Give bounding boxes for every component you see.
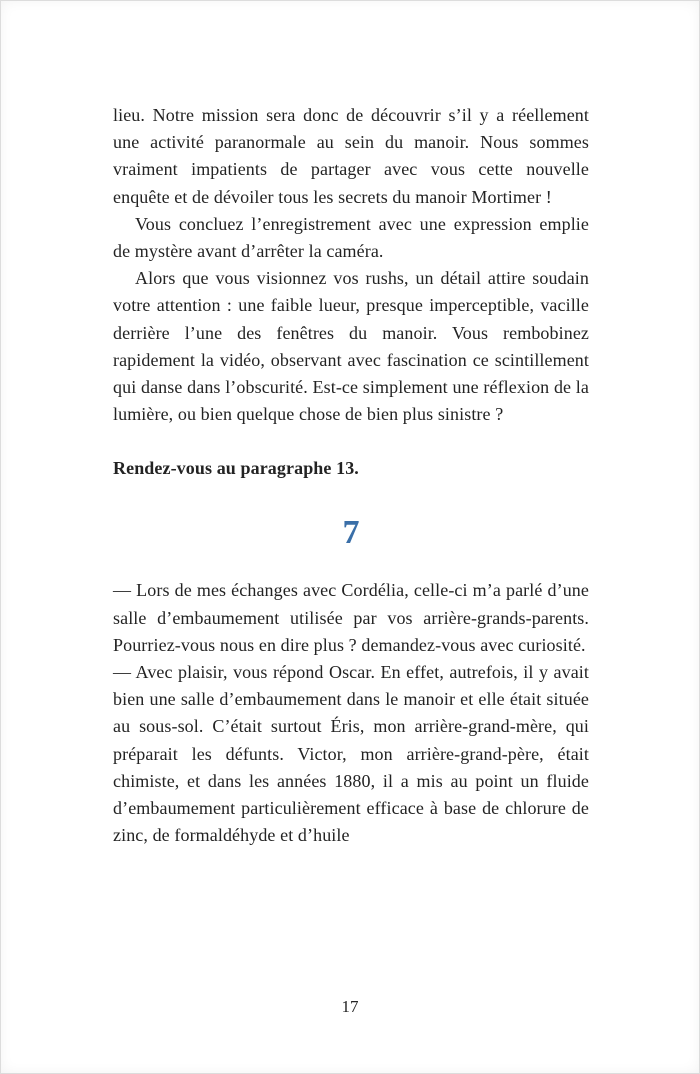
goto-paragraph-line: Rendez-vous au paragraphe 13. <box>113 458 359 479</box>
page-number: 17 <box>341 997 359 1016</box>
paragraph-dialogue: — Avec plaisir, vous répond Oscar. En effet, autrefois, il y avait bien une salle d’embaumement dans le manoir et elle était située au sous-sol. C’était surtout Éris, mon arrière-grand-mère, qui préparait les défunts. Victor, mon arrière-grand-père, était chimiste, et dans les années 1880, il a mis au point un fluide d’embaumement particulièrement efficace à base de chlorure de zinc, de formaldéhyde et d’huile <box>113 662 589 846</box>
paragraph: Alors que vous visionnez vos rushs, un détail attire soudain votre attention : une faible lueur, presque imperceptible, vacille derrière l’une des fenêtres du manoir. Vous rembobinez rapidement la vidéo, observant avec fascination ce scintillement qui danse dans l’obscurité. Est-ce simplement une réflexion de la lumière, ou bien quelque chose de bien plus sinistre ? <box>113 268 589 425</box>
paragraph-continuation: lieu. Notre mission sera donc de découvrir s’il y a réellement une activité paranormale au sein du manoir. Nous sommes vraiment impatients de partager avec vous cette nouvelle enquête et de dévoiler tous les secrets du manoir Mortimer ! <box>113 105 589 207</box>
paragraph-dialogue: — Lors de mes échanges avec Cordélia, celle-ci m’a parlé d’une salle d’embaumement utilisée par vos arrière-grands-parents. Pourriez-vous nous en dire plus ? demandez-vous avec curiosité. <box>113 580 589 655</box>
section-number: 7 <box>342 513 360 551</box>
paragraph: Vous concluez l’enregistrement avec une expression emplie de mystère avant d’arrêter la caméra. <box>113 213 589 262</box>
text-block <box>113 102 589 849</box>
